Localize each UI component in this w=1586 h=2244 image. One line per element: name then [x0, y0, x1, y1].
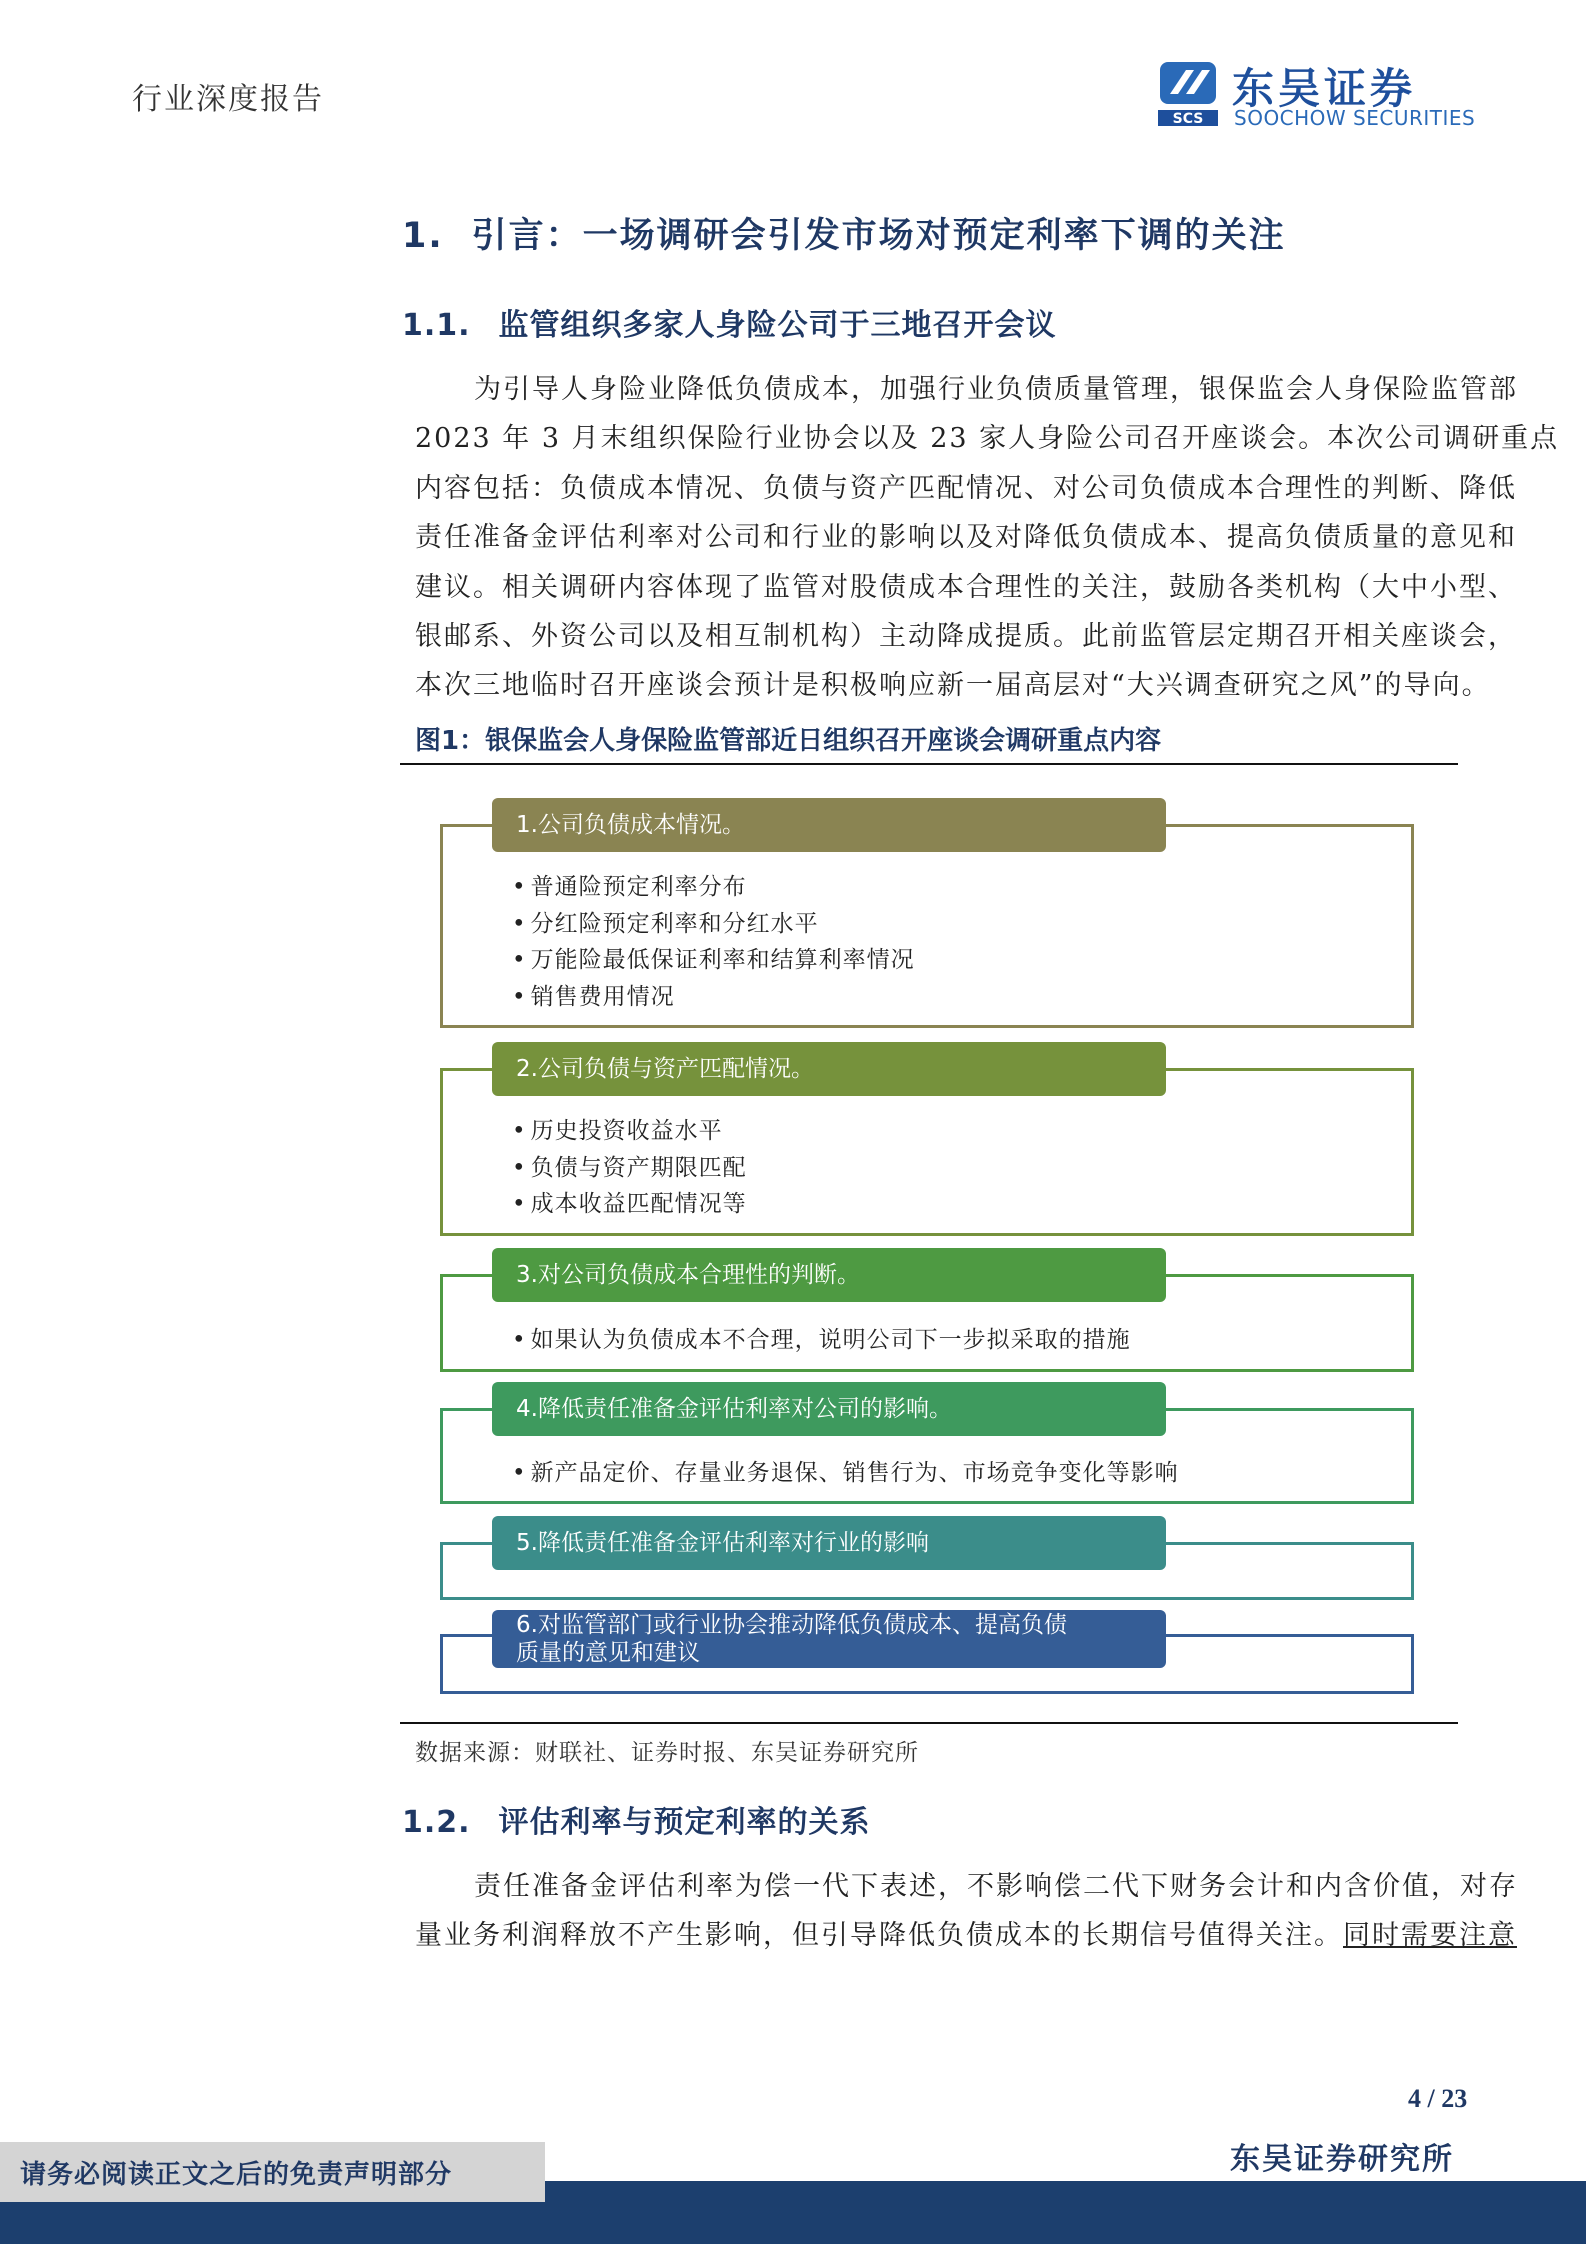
section-title: 评估利率与预定利率的关系	[498, 1805, 871, 1840]
page-number: 4 / 23	[1408, 2084, 1468, 2113]
list-item: • 分红险预定利率和分红水平	[512, 905, 819, 938]
paragraph-line: 银邮系、外资公司以及相互制机构）主动降成提质。此前监管层定期召开相关座谈会，	[415, 621, 1517, 653]
list-item: • 如果认为负债成本不合理，说明公司下一步拟采取的措施	[512, 1321, 1131, 1354]
group-tab-6-label: 6.对监管部门或行业协会推动降低负债成本、提高负债质量的意见和建议	[516, 1612, 1067, 1666]
logo-mark-text: SCS	[1172, 111, 1204, 127]
underlined-text: 同时需要注意	[1343, 1920, 1517, 1952]
figure-source: 数据来源：财联社、证券时报、东吴证券研究所	[415, 1740, 919, 1766]
section-number: 1.2.	[402, 1805, 471, 1840]
group-tab-2: 2.公司负债与资产匹配情况。	[492, 1042, 1166, 1096]
list-item: • 销售费用情况	[512, 978, 675, 1011]
section-1-heading	[402, 208, 1286, 258]
report-type-label: 行业深度报告	[132, 82, 324, 117]
section-1-2-heading	[402, 1797, 871, 1841]
list-item: • 负债与资产期限匹配	[512, 1149, 747, 1182]
paragraph-line: 本次三地临时召开座谈会预计是积极响应新一届高层对“大兴调查研究之风”的导向。	[415, 670, 1491, 702]
paragraph-line: 责任准备金评估利率为偿一代下表述，不影响偿二代下财务会计和内含价值，对存	[474, 1871, 1518, 1902]
section-title: 引言：一场调研会引发市场对预定利率下调的关注	[471, 216, 1286, 256]
section-1-1-heading	[402, 300, 1057, 344]
footer-brand: 东吴证券研究所	[1230, 2142, 1454, 2177]
paragraph-line: 建议。相关调研内容体现了监管对股债成本合理性的关注，鼓励各类机构（大中小型、	[415, 571, 1517, 603]
list-item: • 成本收益匹配情况等	[512, 1185, 747, 1218]
paragraph-line: 内容包括：负债成本情况、负债与资产匹配情况、对公司负债成本合理性的判断、降低	[415, 472, 1517, 504]
company-logo	[1156, 56, 1476, 136]
section-1-2-paragraph	[415, 1862, 1518, 1961]
group-tab-3: 3.对公司负债成本合理性的判断。	[492, 1248, 1166, 1302]
list-item: • 普通险预定利率分布	[512, 868, 747, 901]
figure-bottom-rule	[400, 1722, 1458, 1724]
list-item: • 历史投资收益水平	[512, 1112, 723, 1145]
paragraph-line: 责任准备金评估利率对公司和行业的影响以及对降低负债成本、提高负债质量的意见和	[415, 522, 1517, 554]
list-item: • 万能险最低保证利率和结算利率情况	[512, 941, 915, 974]
paragraph-line: 2023 年 3 月末组织保险行业协会以及 23 家人身险公司召开座谈会。本次公司调研重点	[415, 423, 1560, 455]
logo-en-text: SOOCHOW SECURITIES	[1234, 106, 1476, 130]
paragraph-line	[415, 1911, 1517, 1960]
section-number: 1.	[402, 216, 444, 256]
group-tab-5: 5.降低责任准备金评估利率对行业的影响	[492, 1516, 1166, 1570]
group-tab-6	[492, 1610, 1166, 1668]
section-title: 监管组织多家人身险公司于三地召开会议	[498, 308, 1057, 343]
list-item: • 新产品定价、存量业务退保、销售行为、市场竞争变化等影响	[512, 1454, 1179, 1487]
group-tab-4: 4.降低责任准备金评估利率对公司的影响。	[492, 1382, 1166, 1436]
intro-paragraph	[415, 365, 1560, 711]
disclaimer-banner: 请务必阅读正文之后的免责声明部分	[0, 2142, 545, 2202]
section-number: 1.1.	[402, 308, 471, 343]
paragraph-line: 为引导人身险业降低负债成本，加强行业负债质量管理，银保监会人身保险监管部	[474, 374, 1518, 405]
logo-cn-text: 东吴证券	[1232, 64, 1417, 113]
paragraph-text: 量业务利润释放不产生影响，但引导降低负债成本的长期信号值得关注。	[415, 1920, 1343, 1952]
figure-title: 图1：银保监会人身保险监管部近日组织召开座谈会调研重点内容	[415, 726, 1162, 756]
scs-logo-icon	[1156, 58, 1220, 130]
figure-top-rule	[400, 763, 1458, 765]
group-tab-1: 1.公司负债成本情况。	[492, 798, 1166, 852]
